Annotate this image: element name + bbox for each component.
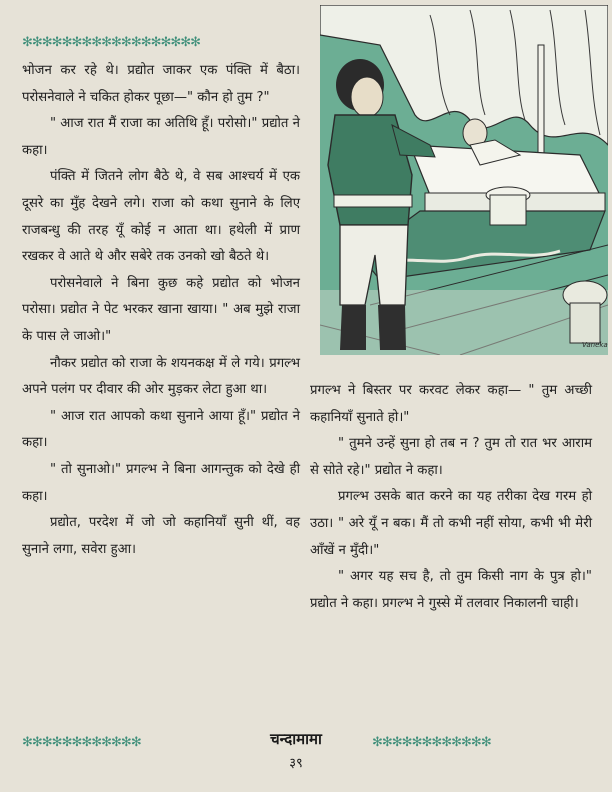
paragraph: प्रद्योत, परदेश में जो जो कहानियाँ सुनी थीं, वह सुनाने लगा, सवेरा हुआ। bbox=[22, 515, 300, 557]
page-number: ३९ bbox=[289, 756, 303, 771]
paragraph: " तुमने उन्हें सुना हो तब न ? तुम तो रात भर आराम से सोते रहे।" प्रद्योत ने कहा। bbox=[310, 436, 592, 478]
artist-signature: Vanekar bbox=[582, 341, 608, 349]
paragraph: प्रगल्भ उसके बात करने का यह तरीका देख गरम हो उठा। " अरे यूँ न बक। मैं तो कभी नहीं सोया, कभी भी मेरी आँखें न मुँदी।" bbox=[310, 489, 592, 558]
paragraph: परोसनेवाले ने बिना कुछ कहे प्रद्योत को भोजन परोसा। प्रद्योत ने पेट भरकर खाना खाया। " अब मुझे राजा के पास ले जाओ।" bbox=[22, 275, 300, 344]
left-text-column bbox=[22, 58, 300, 563]
footer-border-right: ✻✻✻✻✻✻✻✻✻✻✻✻ bbox=[372, 736, 491, 748]
paragraph: " आज रात आपको कथा सुनाने आया हूँ।" प्रद्योत ने कहा। bbox=[22, 408, 300, 451]
paragraph: पंक्ति में जितने लोग बैठे थे, वे सब आश्चर्य में एक दूसरे का मुँह देखने लगे। राजा को कथा सुनाने के लिए राजबन्धु की तरह यूँ कोई न आता था। हथेली में प्राण रखकर वे आते थे और सबेरे तक उनको खो बैठते थे। bbox=[22, 169, 300, 265]
footer-border-left: ✻✻✻✻✻✻✻✻✻✻✻✻ bbox=[22, 736, 141, 748]
paragraph: प्रगल्भ ने बिस्तर पर करवट लेकर कहा— " तुम अच्छी कहानियाँ सुनाते हो।" bbox=[310, 383, 592, 425]
paragraph: " तो सुनाओ।" प्रगल्भ ने बिना आगन्तुक को देखे ही कहा। bbox=[22, 461, 300, 504]
bedroom-scene-illustration bbox=[320, 5, 608, 355]
paragraph: " अगर यह सच है, तो तुम किसी नाग के पुत्र हो।" प्रद्योत ने कहा। प्रगल्भ ने गुस्से में तलवार निकालनी चाही। bbox=[310, 569, 592, 611]
paragraph: " आज रात मैं राजा का अतिथि हूँ। परोसो।" प्रद्योत ने कहा। bbox=[22, 116, 300, 158]
paragraph: भोजन कर रहे थे। प्रद्योत जाकर एक पंक्ति में बैठा। परोसनेवाले ने चकित होकर पूछा—" कौन हो तुम ?" bbox=[22, 63, 300, 105]
paragraph: नौकर प्रद्योत को राजा के शयनकक्ष में ले गये। प्रगल्भ अपने पलंग पर दीवार की ओर मुड़कर लेटा हुआ था। bbox=[22, 355, 300, 398]
top-decorative-border: ✻✻✻✻✻✻✻✻✻✻✻✻✻✻✻✻✻✻ bbox=[22, 36, 201, 48]
right-text-column bbox=[310, 378, 592, 617]
magazine-title: चन्दामामा bbox=[270, 730, 322, 748]
